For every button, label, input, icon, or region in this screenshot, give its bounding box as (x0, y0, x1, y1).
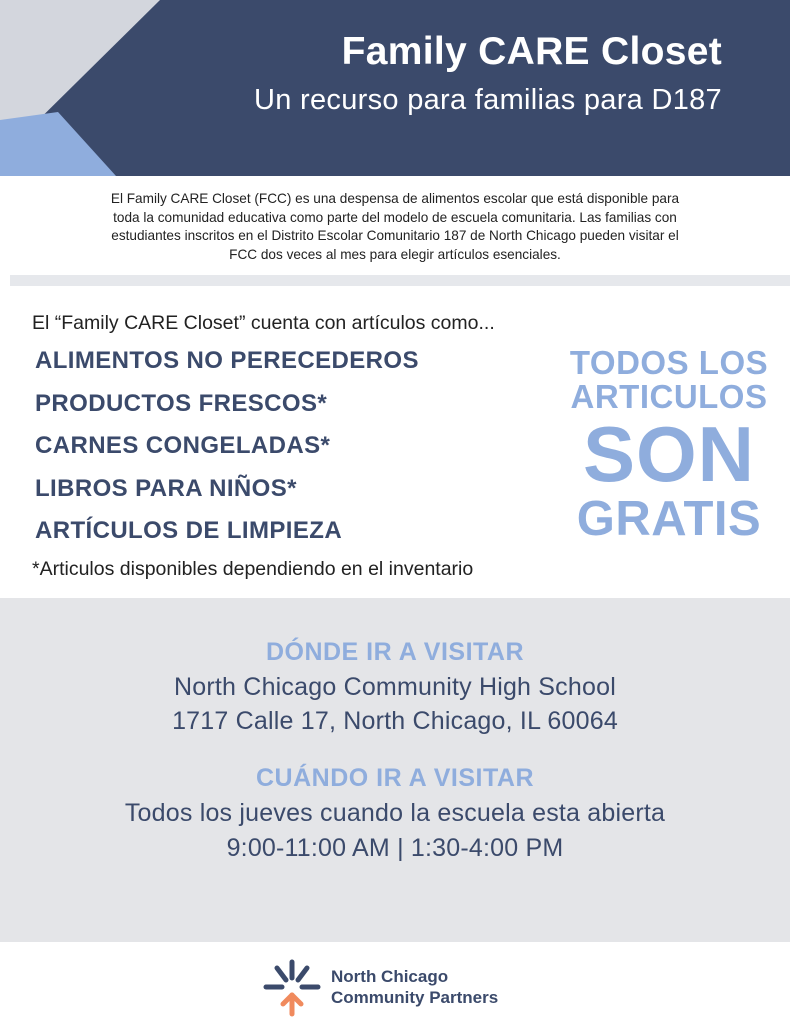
community-partners-logo-icon (262, 958, 322, 1018)
list-item: CARNES CONGELADAS* (35, 432, 331, 459)
header-banner (0, 0, 790, 176)
where-heading: DÓNDE IR A VISITAR (265, 638, 525, 666)
list-item: ARTÍCULOS DE LIMPIEZA (35, 517, 343, 544)
items-lead-text: El “Family CARE Closet” cuenta con artículos como... (32, 312, 495, 334)
when-heading: CUÁNDO IR A VISITAR (255, 764, 535, 792)
intro-line: El Family CARE Closet (FCC) es una despensa de alimentos escolar que está disponible para (110, 191, 680, 206)
organization-name (331, 966, 498, 1008)
organization-name-line: North Chicago (331, 967, 449, 986)
visit-info-panel (0, 598, 790, 942)
inventory-note: *Articulos disponibles dependiendo en el inventario (32, 558, 474, 580)
intro-line: toda la comunidad educativa como parte del modelo de escuela comunitaria. Las familias con (113, 209, 677, 225)
organization-name-line: Community Partners (331, 988, 499, 1007)
page-title: Family CARE Closet (341, 30, 722, 73)
intro-line: FCC dos veces al mes para elegir artículos esenciales. (229, 246, 561, 262)
free-badge-line: ARTICULOS (570, 378, 768, 415)
free-items-badge (558, 346, 780, 544)
visit-hours: 9:00-11:00 AM | 1:30-4:00 PM (226, 834, 564, 862)
list-item: ALIMENTOS NO PERECEDEROS (35, 347, 419, 374)
free-badge-line: TODOS LOS (569, 344, 769, 381)
intro-line: estudiantes inscritos en el Distrito Escolar Comunitario 187 de North Chicago pueden visitar el (111, 228, 679, 243)
intro-paragraph (30, 190, 760, 264)
visit-days: Todos los jueves cuando la escuela esta abierta (124, 799, 666, 827)
list-item: PRODUCTOS FRESCOS* (35, 389, 328, 417)
items-list (35, 343, 419, 556)
section-divider (10, 275, 790, 286)
location-name: North Chicago Community High School (174, 673, 616, 701)
page-subtitle: Un recurso para familias para D187 (254, 84, 722, 116)
list-item: LIBROS PARA NIÑOS* (35, 474, 297, 502)
free-badge-emphasis: SON (582, 410, 756, 498)
location-address: 1717 Calle 17, North Chicago, IL 60064 (172, 707, 618, 735)
free-badge-line: GRATIS (576, 492, 762, 546)
